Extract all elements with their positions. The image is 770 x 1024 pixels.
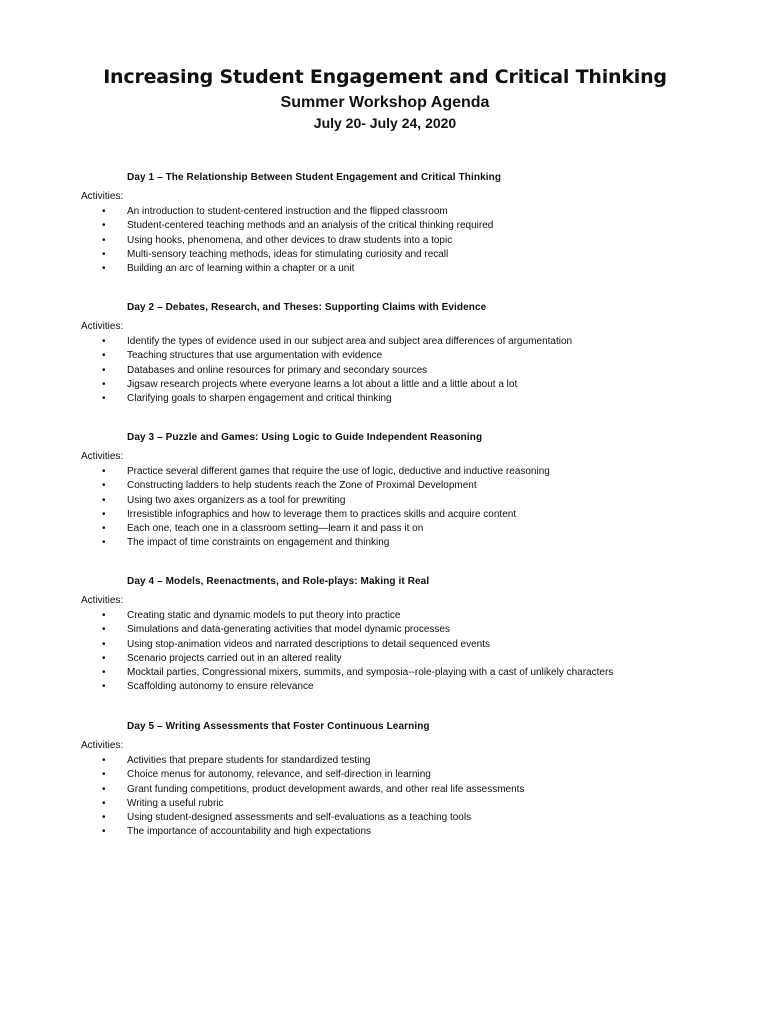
activity-text: The importance of accountability and high expectations: [127, 826, 372, 838]
activity-text: Databases and online resources for primary and secondary sources: [127, 364, 428, 376]
bullet-icon: •: [102, 248, 106, 260]
activity-text: Simulations and data-generating activities that model dynamic processes: [127, 624, 450, 636]
bullet-icon: •: [102, 783, 106, 795]
activity-text: Activities that prepare students for standardized testing: [127, 755, 371, 766]
activity-text: Each one, teach one in a classroom setting—learn it and pass it on: [127, 523, 424, 535]
bullet-icon: •: [102, 480, 106, 492]
bullet-icon: •: [102, 523, 106, 535]
workshop-dates: July 20- July 24, 2020: [313, 115, 457, 131]
activity-text: An introduction to student-centered instruction and the flipped classroom: [127, 206, 448, 217]
activity-text: Identify the types of evidence used in our subject area and subject area differences of argumentation: [127, 336, 573, 347]
day-heading: Day 2 – Debates, Research, and Theses: Supporting Claims with Evidence: [127, 302, 487, 313]
day-heading: Day 3 – Puzzle and Games: Using Logic to Guide Independent Reasoning: [127, 432, 483, 443]
bullet-icon: •: [102, 638, 106, 650]
activity-text: Using two axes organizers as a tool for prewriting: [127, 494, 346, 506]
bullet-icon: •: [102, 769, 106, 781]
activity-text: Creating static and dynamic models to put theory into practice: [127, 610, 401, 621]
activity-text: Using student-designed assessments and self-evaluations as a teaching tools: [127, 812, 472, 824]
activity-text: Scenario projects carried out in an altered reality: [127, 652, 342, 664]
bullet-icon: •: [102, 681, 106, 693]
bullet-icon: •: [102, 494, 106, 506]
day-heading: Day 5 – Writing Assessments that Foster Continuous Learning: [127, 721, 430, 732]
activity-text: Jigsaw research projects where everyone learns a lot about a little and a little about a lot: [127, 378, 518, 390]
activity-text: Mocktail parties, Congressional mixers, summits, and symposia--role-playing with a cast of unlikely characters: [127, 667, 614, 679]
bullet-icon: •: [102, 812, 106, 824]
bullet-icon: •: [102, 624, 106, 636]
activity-text: Teaching structures that use argumentation with evidence: [127, 350, 383, 362]
bullet-icon: •: [102, 667, 106, 679]
activity-text: Using stop-animation videos and narrated descriptions to detail sequenced events: [127, 638, 490, 650]
document-title: Increasing Student Engagement and Critical Thinking: [103, 66, 667, 88]
bullet-icon: •: [102, 652, 106, 664]
bullet-icon: •: [102, 826, 106, 838]
activity-text: Writing a useful rubric: [127, 797, 224, 809]
activities-label: Activities:: [81, 321, 124, 332]
bullet-icon: •: [102, 234, 106, 246]
bullet-icon: •: [102, 797, 106, 809]
activity-text: Using hooks, phenomena, and other devices to draw students into a topic: [127, 234, 453, 246]
activity-text: Scaffolding autonomy to ensure relevance: [127, 681, 314, 693]
activity-text: Multi-sensory teaching methods, ideas for stimulating curiosity and recall: [127, 248, 449, 260]
bullet-icon: •: [102, 755, 106, 766]
bullet-icon: •: [102, 206, 106, 217]
bullet-icon: •: [102, 610, 106, 621]
activity-text: Constructing ladders to help students reach the Zone of Proximal Development: [127, 480, 477, 492]
activities-label: Activities:: [81, 740, 124, 751]
activity-text: The impact of time constraints on engagement and thinking: [127, 537, 390, 549]
bullet-icon: •: [102, 220, 106, 232]
activity-text: Grant funding competitions, product development awards, and other real life assessments: [127, 783, 525, 795]
bullet-icon: •: [102, 350, 106, 362]
bullet-icon: •: [102, 537, 106, 549]
bullet-icon: •: [102, 364, 106, 376]
day-heading: Day 4 – Models, Reenactments, and Role-plays: Making it Real: [127, 576, 430, 587]
activity-text: Choice menus for autonomy, relevance, and self-direction in learning: [127, 769, 431, 781]
activity-text: Student-centered teaching methods and an analysis of the critical thinking required: [127, 220, 494, 232]
activity-text: Building an arc of learning within a chapter or a unit: [127, 263, 355, 275]
bullet-icon: •: [102, 336, 106, 347]
activities-label: Activities:: [81, 191, 124, 202]
document-subtitle: Summer Workshop Agenda: [280, 94, 490, 111]
activity-text: Irresistible infographics and how to leverage them to practices skills and acquire content: [127, 508, 517, 520]
activities-label: Activities:: [81, 451, 124, 462]
activity-text: Practice several different games that require the use of logic, deductive and inductive reasoning: [127, 466, 550, 477]
activities-label: Activities:: [81, 595, 124, 606]
bullet-icon: •: [102, 378, 106, 390]
bullet-icon: •: [102, 508, 106, 520]
bullet-icon: •: [102, 466, 106, 477]
bullet-icon: •: [102, 263, 106, 275]
activity-text: Clarifying goals to sharpen engagement and critical thinking: [127, 393, 392, 405]
day-heading: Day 1 – The Relationship Between Student Engagement and Critical Thinking: [127, 172, 502, 183]
bullet-icon: •: [102, 393, 106, 405]
